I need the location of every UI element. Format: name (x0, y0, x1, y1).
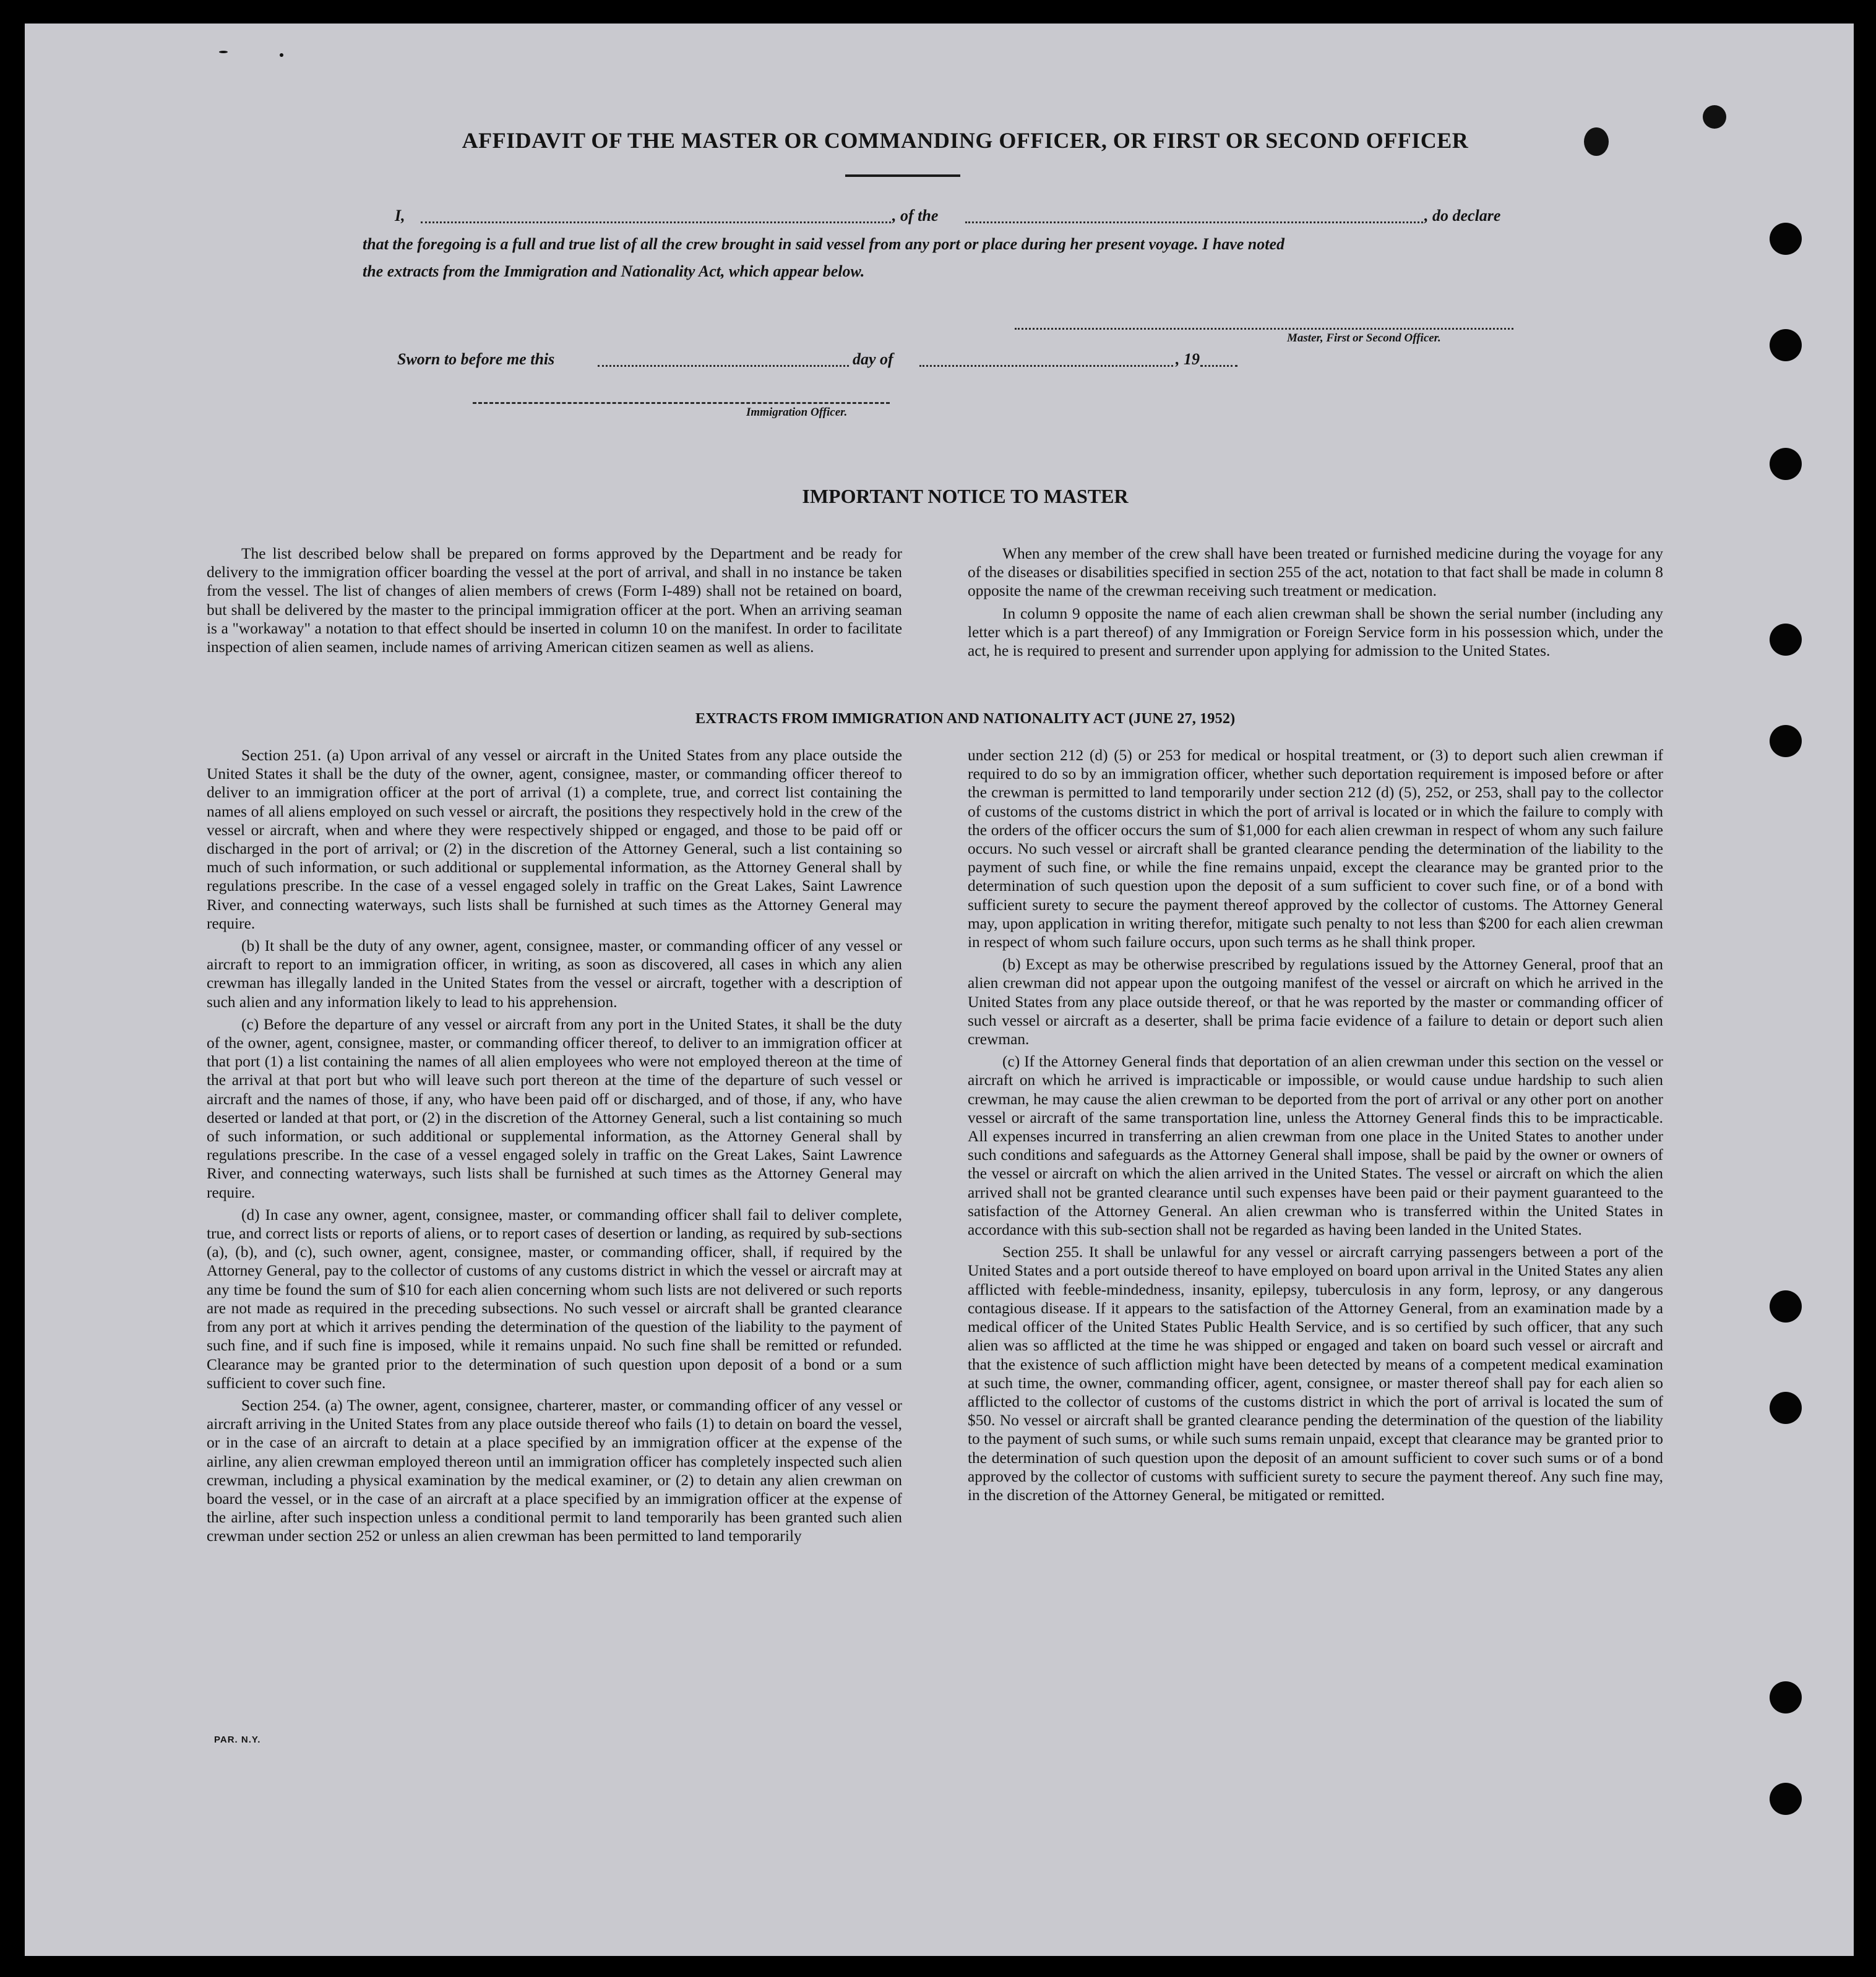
section-paragraph: under section 212 (d) (5) or 253 for medical or hospital treatment, or (3) to deport such alien crewman if required to do so by an immigration officer, whether such deportation requirement is imposed before or after the crewman is permitted to land temporarily under section 212 (d) (5), 252, or 253, shall pay to the collector of customs of the customs district in which the port of arrival is located or in which the failure to comply with the orders of the officer occurs the sum of $1,000 for each alien crewman in respect of whom any such failure occurs. No such vessel or aircraft shall be granted clearance pending the determination of the liability to the payment of such fine, or while the fine remains unpaid, except the clearance may be granted prior to the determination of such question upon the deposit of a sum sufficient to cover such fine, or of a bond with sufficient surety to secure the payment thereof approved by the collector of customs. The Attorney General may, upon application in writing therefor, mitigate such penalty to not less than $200 for each alien crewman in respect of whom such failure occurs, upon such terms as he shall think proper. (968, 747, 1663, 951)
extracts-left-column (207, 746, 902, 1546)
section-paragraph: (c) Before the departure of any vessel or aircraft from any port in the United States, it shall be the duty of the owner, agent, consignee, master, or commanding officer thereof, to deliver to an immigration officer at that port (1) a list containing the names of all alien employees who were not employed thereon at the time of the arrival at that port but who will leave such port thereon at the time of the departure of such vessel or aircraft and the names of those, if any, who have been paid off or discharged, and of those, if any, who have deserted or landed at that port, or (2) in the discretion of the Attorney General, such a list containing so much of such information, or such additional or supplemental information, as the Attorney General shall by regulations prescribe. In the case of a vessel engaged solely in traffic on the Great Lakes, Saint Lawrence River, and connecting waterways, such lists shall be furnished at such times as the Attorney General may require. (207, 1015, 902, 1201)
title-underline (845, 174, 960, 177)
binder-hole (1770, 1392, 1802, 1424)
master-signature-blank (1015, 328, 1513, 330)
sworn-month-blank (919, 365, 1173, 367)
of-the-label: , of the (892, 207, 939, 225)
section-paragraph: (d) In case any owner, agent, consignee, master, or commanding officer shall fail to deliver complete, true, and correct lists or reports of aliens, or to report cases of desertion or landing, as required by sub-sections (a), (b), and (c), such owner, agent, consignee, master, or commanding officer, shall, if required by the Attorney General, pay to the collector of customs of any customs district in which the vessel or aircraft may at any time be found the sum of $10 for each alien concerning whom such lists are not delivered or such reports are not made as required in the preceding subsections. No such vessel or aircraft shall be granted clearance from any port at which it arrives pending the determination of the question of the liability to the payment of such fine, and if such fine is imposed, while it remains unpaid. No such fine shall be remitted or refunded. Clearance may be granted prior to the determination of such question upon deposit of a bond or a sum sufficient to cover such fine. (207, 1206, 902, 1392)
ink-blot (1703, 105, 1726, 129)
immigration-officer-signature-blank (473, 402, 890, 404)
binder-hole (1770, 624, 1802, 656)
do-declare-label: , do declare (1424, 207, 1501, 225)
master-signature-label: Master, First or Second Officer. (1287, 332, 1441, 345)
year-label: , 19 (1176, 350, 1200, 368)
scan-speck (219, 51, 228, 53)
binder-hole (1770, 725, 1802, 757)
vessel-name-blank (965, 221, 1423, 223)
affidavit-title: AFFIDAVIT OF THE MASTER OR COMMANDING OFFICER, OR FIRST OR SECOND OFFICER (462, 128, 1469, 153)
sworn-day-blank (598, 365, 849, 367)
declarant-name-blank (421, 221, 891, 223)
binder-hole (1770, 329, 1802, 361)
section-paragraph: Section 251. (a) Upon arrival of any vessel or aircraft in the United States from any place outside the United States it shall be the duty of the owner, agent, consignee, master, or commanding officer thereof to deliver to an immigration officer at the port of arrival (1) a complete, true, and correct list containing the names of all aliens employed on such vessel or aircraft, the positions they respectively hold in the crew of the vessel or aircraft, when and where they were respectively shipped or engaged, and those to be paid off or discharged in the port of arrival; or (2) in the discretion of the Attorney General, such a list containing so much of such information, or such additional or supplemental information, as the Attorney General shall by regulations prescribe. In the case of a vessel engaged solely in traffic on the Great Lakes, Saint Lawrence River, and connecting waterways, such lists shall be furnished at such times as the Attorney General may require. (207, 747, 902, 932)
binder-hole (1770, 1290, 1802, 1323)
sworn-label: Sworn to before me this (397, 350, 555, 368)
day-of-label: day of (853, 350, 893, 368)
declaration-line-2: the extracts from the Immigration and Nationality Act, which appear below. (363, 262, 865, 280)
section-paragraph: Section 255. It shall be unlawful for any vessel or aircraft carrying passengers between a port of the United States and a port outside thereof to have employed on board upon arrival in the United States any alien afflicted with feeble-mindedness, insanity, epilepsy, tuberculosis in any form, leprosy, or any dangerous contagious disease. If it appears to the satisfaction of the Attorney General, from an examination made by a medical officer of the United States Public Health Service, and is so certified by such officer, that any such alien was so afflicted at the time he was shipped or engaged and taken on board such vessel or aircraft and that the existence of such affliction might have been detected by means of a competent medical examination at such time, the owner, commanding officer, agent, consignee, or master thereof shall pay for each alien so afflicted to the collector of customs of the customs district in which the port of arrival is located the sum of $50. No vessel or aircraft shall be granted clearance pending the determination of the question of the liability to the payment of such sums, or while such sums remain unpaid, except that clearance may be granted prior to the determination of such question upon the deposit of an amount sufficient to cover such sums or of a bond approved by the collector of customs with sufficient surety to secure the payment thereof. Any such fine may, in the discretion of the Attorney General, be mitigated or remitted. (968, 1243, 1663, 1504)
ink-blot (1584, 127, 1609, 156)
notice-paragraph: The list described below shall be prepared on forms approved by the Department and be ready for delivery to the immigration officer boarding the vessel at the port of arrival, and shall in no instance be taken from the vessel. The list of changes of alien members of crews (Form I-489) shall not be retained on board, but shall be delivered by the master to the principal immigration officer at the port. When an arriving seaman is a "workaway" a notation to that effect should be inserted in column 10 on the manifest. In order to facilitate inspection of alien seamen, include names of arriving American citizen seamen as well as aliens. (207, 545, 902, 656)
extracts-heading: EXTRACTS FROM IMMIGRATION AND NATIONALITY ACT (JUNE 27, 1952) (695, 710, 1236, 727)
scan-speck (280, 53, 283, 57)
binder-hole (1770, 1681, 1802, 1713)
declarant-prefix: I, (395, 207, 405, 225)
section-paragraph: (b) Except as may be otherwise prescribed by regulations issued by the Attorney General, proof that an alien crewman did not appear upon the outgoing manifest of the vessel or aircraft on which he arrived in the United States from any place outside thereof, or that he was reported by the master or commanding officer of such vessel or aircraft as a deserter, shall be prima facie evidence of a failure to detain or deport such alien crewman. (968, 956, 1663, 1049)
document-page (25, 24, 1854, 1956)
printer-code: PAR. N.Y. (214, 1735, 261, 1745)
binder-hole (1770, 448, 1802, 480)
binder-hole (1770, 223, 1802, 255)
notice-paragraph: In column 9 opposite the name of each alien crewman shall be shown the serial number (including any letter which is a part thereof) of any Immigration or Foreign Service form in his possession which, under the act, he is required to present and surrender upon applying for admission to the United States. (968, 604, 1663, 660)
section-paragraph: (c) If the Attorney General finds that deportation of an alien crewman under this section on the vessel or aircraft on which he arrived is impracticable or impossible, or would cause undue hardship to such alien crewman, he may cause the alien crewman to be deported from the port of arrival or any other port on another vessel or aircraft of the same transportation line, unless the Attorney General finds this to be impracticable. All expenses incurred in transferring an alien crewman from one place in the United States to another under such conditions and safeguards as the Attorney General shall impose, shall be paid by the owner or owners of the vessel or aircraft on which the alien arrived in the United States. The vessel or aircraft on which the alien arrived shall not be granted clearance until such expenses have been paid or their payment guaranteed to the satisfaction of the Attorney General. An alien crewman who is transferred within the United States in accordance with this sub-section shall not be regarded as having been landed in the United States. (968, 1053, 1663, 1239)
sworn-year-blank (1200, 365, 1237, 367)
notice-left-column (207, 544, 902, 656)
binder-hole (1770, 1783, 1802, 1815)
notice-right-column (968, 544, 1663, 660)
section-paragraph: (b) It shall be the duty of any owner, agent, consignee, master, or commanding officer of any vessel or aircraft to report to an immigration officer, in writing, as soon as discovered, all cases in which any alien crewman has illegally landed in the United States from the vessel or aircraft, together with a description of such alien and any information likely to lead to his apprehension. (207, 937, 902, 1011)
declaration-line-1: that the foregoing is a full and true list of all the crew brought in said vessel from any port or place during her present voyage. I have noted (363, 235, 1285, 253)
important-notice-heading: IMPORTANT NOTICE TO MASTER (802, 485, 1129, 507)
extracts-right-column (968, 746, 1663, 1504)
immigration-officer-label: Immigration Officer. (746, 406, 848, 419)
section-paragraph: Section 254. (a) The owner, agent, consignee, charterer, master, or commanding officer of any vessel or aircraft arriving in the United States from any place outside thereof who fails (1) to detain on board the vessel, or in the case of an aircraft to detain at a place specified by an immigration officer at the expense of the airline, any alien crewman employed thereon until an immigration officer has completely inspected such alien crewman, including a physical examination by the medical examiner, or (2) to detain any alien crewman on board the vessel, or in the case of an aircraft at a place specified by an immigration officer at the expense of the airline, after such inspection unless a conditional permit to land temporarily has been granted such alien crewman under section 252 or unless an alien crewman has been permitted to land temporarily (207, 1396, 902, 1545)
notice-paragraph: When any member of the crew shall have been treated or furnished medicine during the voyage for any of the diseases or disabilities specified in section 255 of the act, notation to that fact shall be made in column 8 opposite the name of the crewman receiving such treatment or medication. (968, 545, 1663, 600)
